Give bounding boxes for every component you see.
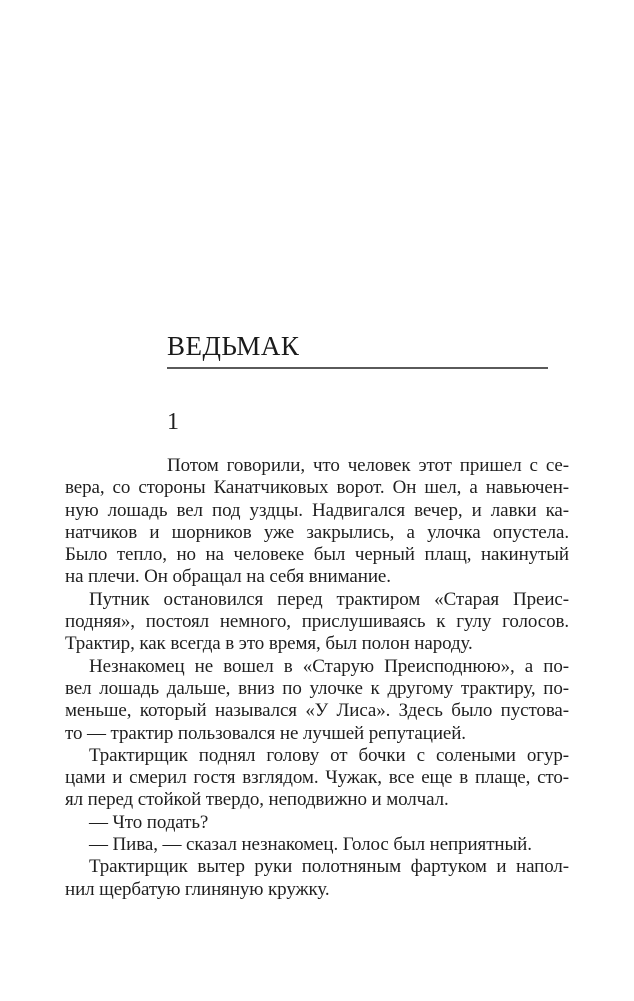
text-line: Трактирщик вытер руки полотняным фартуком и напол- [89, 856, 569, 878]
page-text [65, 455, 569, 901]
text-line: Трактир, как всегда в это время, был полон народу. [65, 633, 473, 655]
paragraph [65, 455, 569, 589]
text-line: на плечи. Он обращал на себя внимание. [65, 566, 391, 588]
text-line: Было тепло, но на человеке был черный плащ, накинутый [65, 544, 569, 566]
text-line: подняя», постоял немного, прислушиваясь к гулу голосов. [65, 611, 569, 633]
paragraph [65, 656, 569, 745]
text-line: ял перед стойкой твердо, неподвижно и молчал. [65, 789, 449, 811]
text-line: меньше, который назывался «У Лиса». Здесь было пустова- [65, 700, 569, 722]
text-line: Незнакомец не вошел в «Старую Преисподнюю», а по- [89, 655, 569, 677]
paragraph [65, 745, 569, 812]
text-line: Трактирщик поднял голову от бочки с солеными огур- [89, 744, 569, 766]
text-line: вел лошадь дальше, вниз по улочке к другому трактиру, по- [65, 677, 569, 699]
paragraph [65, 856, 569, 901]
section-number: 1 [167, 409, 179, 435]
text-line: натчиков и шорников уже закрылись, а улочка опустела. [65, 521, 569, 543]
text-line: Путник остановился перед трактиром «Старая Преис- [89, 588, 569, 610]
text-line: Потом говорили, что человек этот пришел с се- [167, 455, 569, 476]
text-line: цами и смерил гостя взглядом. Чужак, все еще в плаще, сто- [65, 767, 569, 789]
paragraph [65, 812, 569, 834]
text-line: нил щербатую глиняную кружку. [65, 878, 330, 900]
text-line: ную лошадь вел под уздцы. Надвигался вечер, и лавки ка- [65, 499, 569, 521]
chapter-title: ВЕДЬМАК [167, 331, 300, 361]
text-line: то — трактир пользовался не лучшей репутацией. [65, 722, 466, 744]
title-rule [167, 367, 548, 369]
paragraph [65, 834, 569, 856]
text-line: — Что подать? [89, 811, 209, 833]
text-line: — Пива, — сказал незнакомец. Голос был неприятный. [89, 834, 532, 856]
text-line: вера, со стороны Канатчиковых ворот. Он шел, а навьючен- [65, 477, 569, 499]
paragraph [65, 589, 569, 656]
